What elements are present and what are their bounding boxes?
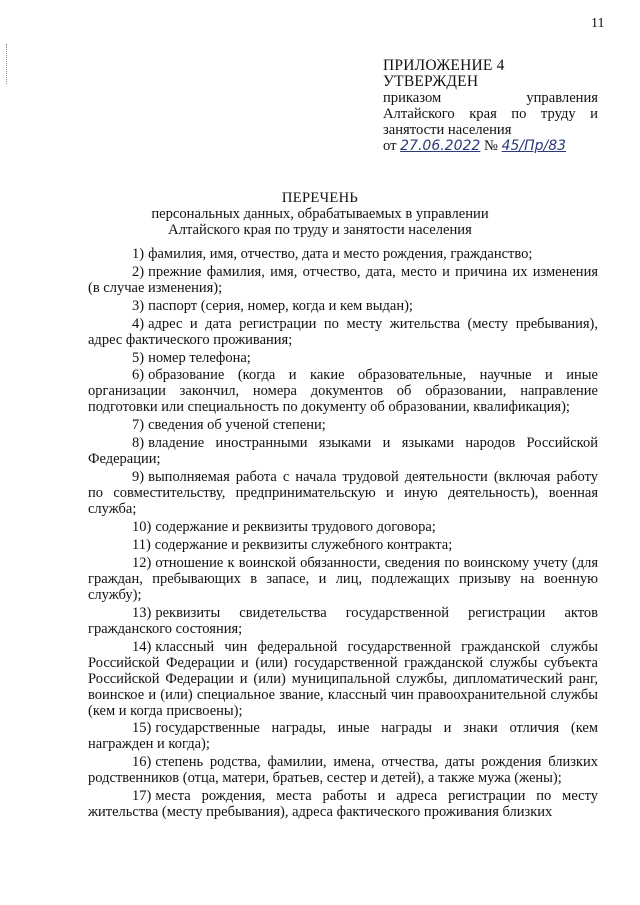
list-item <box>88 367 598 415</box>
list-item-number: 13) <box>132 604 152 621</box>
department-word: управления <box>526 90 598 106</box>
list-item-text: фамилия, имя, отчество, дата и место рождения, гражданство; <box>148 246 533 262</box>
approval-stamp-block <box>383 58 598 154</box>
list-item <box>88 350 598 366</box>
document-title <box>0 190 640 238</box>
list-item <box>88 605 598 637</box>
list-item-text: реквизиты свидетельства государственной регистрации актов гражданского состояния; <box>88 604 598 637</box>
list-item-text: классный чин федеральной государственной гражданской службы Российской Федерации и (или) государственной гражданской службы субъекта Российской Федерации и (или) муниципальной службы, дипломатический ранг, воинское и (или) специальное звание, классный чин правоохранительной службы (кем и когда присвоены); <box>88 638 598 719</box>
page-number: 11 <box>591 16 605 31</box>
list-item <box>88 417 598 433</box>
list-item-text: содержание и реквизиты служебного контракта; <box>154 536 453 553</box>
list-item <box>88 298 598 314</box>
list-item <box>88 720 598 752</box>
list-item-number: 4) <box>132 315 145 332</box>
from-label: от <box>383 138 397 154</box>
list-item <box>88 537 598 553</box>
personal-data-list <box>88 246 598 822</box>
list-item-text: владение иностранными языками и языками народов Российской Федерации; <box>88 435 598 468</box>
list-item <box>88 246 598 262</box>
list-item <box>88 519 598 535</box>
list-item <box>88 639 598 719</box>
list-item-text: прежние фамилия, имя, отчество, дата, место и причина их изменения (в случае изменения); <box>88 263 598 296</box>
list-item-number: 17) <box>132 788 152 805</box>
list-item-number: 12) <box>132 554 152 571</box>
list-item-text: адрес и дата регистрации по месту жительства (месту пребывания), адрес фактического проживания; <box>88 315 598 348</box>
appendix-label: ПРИЛОЖЕНИЕ 4 <box>383 57 505 74</box>
list-item-text: отношение к воинской обязанности, сведения по воинскому учету (для граждан, пребывающих в запасе, и лиц, подлежащих призыву на военную службу); <box>88 554 598 603</box>
order-line <box>383 90 598 106</box>
list-item <box>88 788 598 820</box>
list-item-number: 11) <box>132 536 151 553</box>
list-item-text: государственные награды, иные награды и знаки отличия (кем награжден и когда); <box>88 720 598 753</box>
list-item <box>88 469 598 517</box>
list-item-text: выполняемая работа с начала трудовой деятельности (включая работу по совместительству, предпринимательскую и иную деятельность), военная служба; <box>88 469 598 518</box>
list-item-number: 1) <box>132 246 145 262</box>
list-item <box>88 264 598 296</box>
list-item-number: 5) <box>132 349 145 366</box>
list-item-number: 15) <box>132 720 152 737</box>
authority-line-2: занятости населения <box>383 122 512 138</box>
list-item-number: 2) <box>132 263 145 280</box>
list-item-number: 10) <box>132 519 152 536</box>
number-label: № <box>483 138 498 154</box>
handwritten-date: 27.06.2022 <box>400 138 481 154</box>
title-heading: ПЕРЕЧЕНЬ <box>281 190 359 206</box>
list-item-number: 6) <box>132 367 145 384</box>
authority-line-1: Алтайского края по труду и <box>383 106 598 122</box>
margin-mark <box>6 44 9 84</box>
list-item-number: 7) <box>132 417 145 434</box>
list-item <box>88 316 598 348</box>
order-word: приказом <box>383 90 442 106</box>
handwritten-number: 45/Пр/83 <box>501 138 567 154</box>
list-item-number: 9) <box>132 469 145 486</box>
list-item <box>88 754 598 786</box>
list-item-number: 8) <box>132 435 145 452</box>
title-line-1: персональных данных, обрабатываемых в управлении <box>151 206 489 222</box>
list-item <box>88 435 598 467</box>
list-item-number: 16) <box>132 754 152 771</box>
approved-label: УТВЕРЖДЕН <box>383 73 479 90</box>
list-item-number: 14) <box>132 638 152 655</box>
list-item-text: сведения об ученой степени; <box>148 417 326 434</box>
list-item-text: паспорт (серия, номер, когда и кем выдан); <box>148 297 413 314</box>
list-item-text: образование (когда и какие образовательные, научные и иные организации закончил, номера документов об образовании, направление подготовки или специальность по документу об образовании, квалификация); <box>88 367 598 416</box>
title-line-2: Алтайского края по труду и занятости населения <box>168 222 472 238</box>
list-item-text: места рождения, места работы и адреса регистрации по месту жительства (месту пребывания), адреса фактического проживания близких <box>88 788 598 821</box>
list-item-text: содержание и реквизиты трудового договора; <box>155 519 436 536</box>
order-reference <box>383 138 598 154</box>
list-item-text: номер телефона; <box>148 349 251 366</box>
list-item <box>88 555 598 603</box>
list-item-text: степень родства, фамилии, имена, отчества, даты рождения близких родственников (отца, матери, братьев, сестер и детей), а также мужа (жены); <box>88 754 598 787</box>
list-item-number: 3) <box>132 297 145 314</box>
